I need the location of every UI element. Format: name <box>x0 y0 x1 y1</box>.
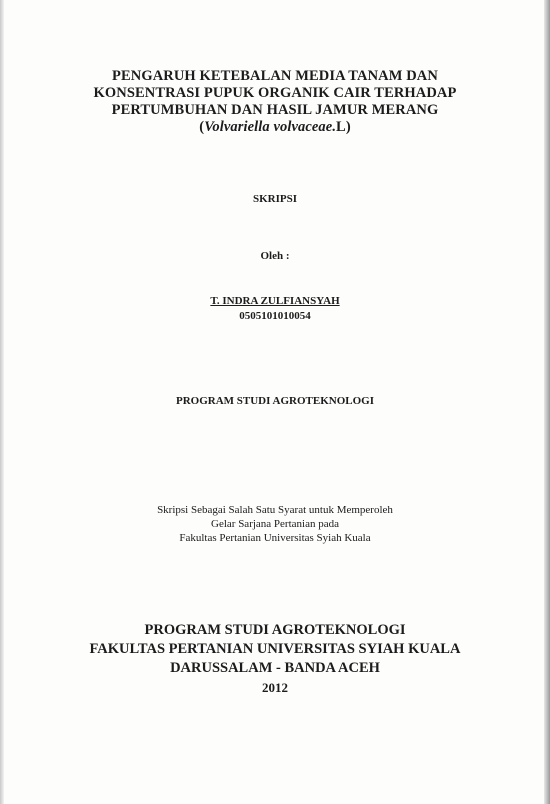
purpose-line-2: Gelar Sarjana Pertanian pada <box>211 518 339 530</box>
title-line-1: PENGARUH KETEBALAN MEDIA TANAM DAN <box>112 68 438 84</box>
thesis-title <box>0 68 550 136</box>
footer-location: DARUSSALAM - BANDA ACEH <box>170 660 380 676</box>
title-line-4 <box>0 119 550 136</box>
species-latin-name: Volvariella volvaceae. <box>204 119 337 135</box>
purpose-statement <box>0 503 550 545</box>
study-program: PROGRAM STUDI AGROTEKNOLOGI <box>175 395 375 407</box>
footer-year: 2012 <box>262 680 288 695</box>
student-id: 0505101010054 <box>239 310 311 322</box>
institution-footer <box>0 621 550 697</box>
purpose-line-1: Skripsi Sebagai Salah Satu Syarat untuk Memperoleh <box>157 504 393 516</box>
title-paren-close: L) <box>336 119 351 135</box>
author-name: T. INDRA ZULFIANSYAH <box>210 295 340 307</box>
title-line-3: PERTUMBUHAN DAN HASIL JAMUR MERANG <box>111 102 439 118</box>
footer-faculty: FAKULTAS PERTANIAN UNIVERSITAS SYIAH KUALA <box>89 641 461 657</box>
document-type: SKRIPSI <box>252 193 298 205</box>
title-paren-open: ( <box>199 119 205 135</box>
title-line-2: KONSENTRASI PUPUK ORGANIK CAIR TERHADAP <box>93 85 457 101</box>
by-label: Oleh : <box>260 250 290 262</box>
footer-program: PROGRAM STUDI AGROTEKNOLOGI <box>144 622 406 638</box>
author-block <box>0 294 550 324</box>
purpose-line-3: Fakultas Pertanian Universitas Syiah Kuala <box>179 532 371 544</box>
